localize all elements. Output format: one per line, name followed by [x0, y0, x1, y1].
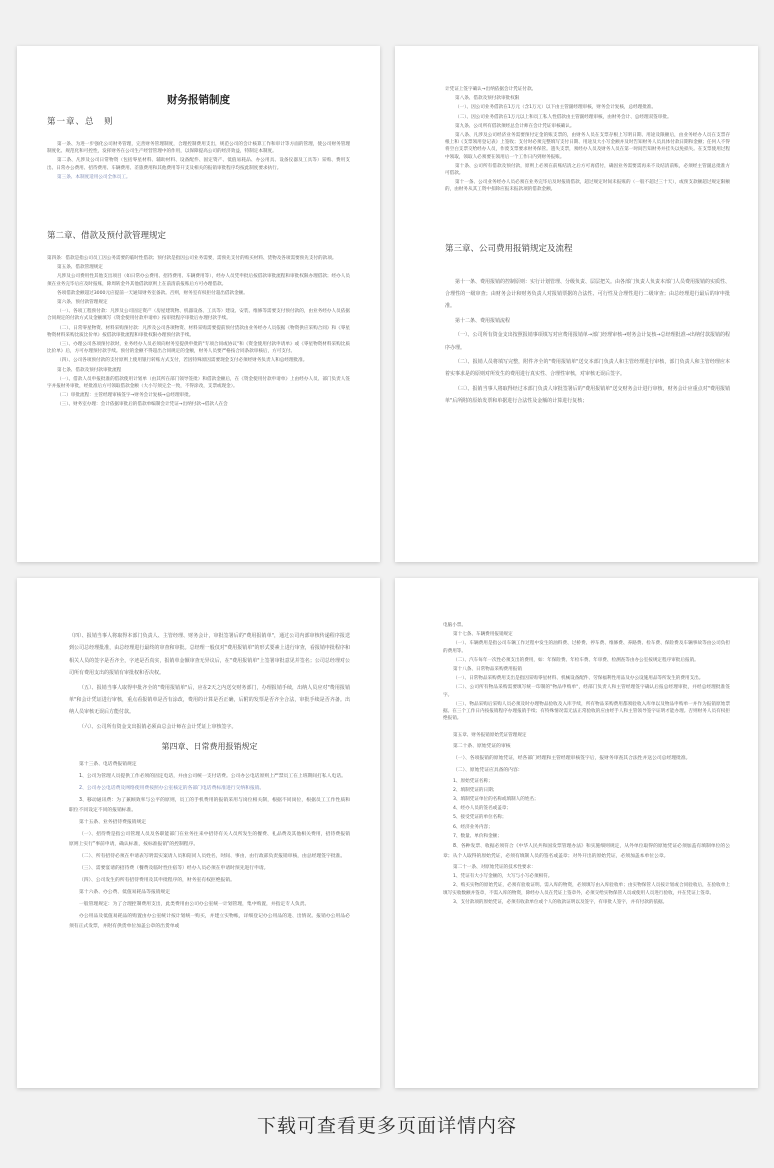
paragraph: （二）审批流程：主管经理审核签字→财务会计复核→总经理审批。 [57, 393, 194, 399]
paragraph: 电脑小票。 [443, 623, 466, 628]
paragraph: 第十一条、费用报销的控制原则：实行计划管理、分级负责、层层把关。由各部门负责人负责本部门人员费用报销的实质性、合理性的一级审查；由财务会计和财务负责人对报销票据的合法性、可行性及合理性进行二级审查；由总经理进行最后的审申批准。 [445, 278, 731, 310]
page-2-top-body [445, 86, 730, 194]
paragraph: （三）、办理公司各项预付款时，业务经办人员必须向财务室提供申批的"专项合同或协议"和《资金使用付款申请单》或《零星物资材料采购比质比价单》后，方可办理预付款手续。预付的金额不得超出合同规定的金额，财务人员要严格按合同条款审核后，方可支付。 [47, 342, 350, 355]
paragraph: （二）、报销人员将填写完整，附件齐全的"费用报销单"送交本部门负责人和主管经理进行审核，部门负责人和主管经理应本着实事求是的原则对所发生的费用进行真实性、合理性审核，对审核无误后签字。 [445, 359, 730, 378]
document-page-1 [17, 46, 380, 562]
paragraph: 第十二条、费用报销流程 [455, 317, 511, 324]
paragraph: 第九条、公司所有借款须经总会计师在会计凭证审核确认。 [455, 123, 575, 129]
paragraph: （三）、物品采购后采购人员必须及时办理物品验收及入库手续，所有物品采购费用都须验收入库单以及物品申购单一并作为报销原始票据。在三个工作日内按报销程序办理报销手续；有特殊情况需无法正常验收的应由经手人和主管领导签字证明才能办理。否则财务人员有权拒绝报销。 [443, 701, 730, 722]
section-heading: 第五章、财务报销原始凭证管理规定 [453, 733, 527, 739]
document-title: 财务报销制度 [167, 94, 230, 106]
chapter-1-heading: 第一章、总 则 [47, 117, 114, 127]
paragraph: 第二条、凡涉及公司日常物资（包括零星材料、辅助材料、设备配件、固定资产、低值易耗品、办公用具、设备仪器及工具等）采购、费用支出、日常办公费用、招待费用、车辆费用、差旅费用和其他费用等开支及相关的报销审批程序均按此制度要求执行。 [47, 158, 350, 171]
paragraph: 第十八条、日常物品采购费用报销 [453, 667, 522, 673]
paragraph: 第八条、借款及预付款审批权限 [455, 96, 520, 102]
paragraph: 1、公司为管理人员提供工作必须的固定电话，并由公司统一支付话费。公司办公电话原则上严禁员工在上班期间打私人电话。 [79, 774, 346, 780]
paragraph: 3、移动通讯费：为了兼顾效率与公平的原则，员工的手机费用的报销采用与岗位相关制，根据不同岗位，根据员工工作性质和职位不同设定不同的报销标准。 [69, 798, 350, 814]
paragraph: 凡涉及公司费用性其他支出项目（如日常办公费用、招待费用、车辆费用等），经办人员凭申批后按借款审批流程和审批权限办理借款；经办人员须在业务完毕后应及时报账，除周转金外其他借款原则上在前清前报账后方可办理借款。 [47, 274, 350, 287]
paragraph: （二）、原始凭证应具备的内容： [453, 767, 523, 773]
chapter-3-heading: 第三章、公司费用报销规定及流程 [445, 243, 573, 254]
chapter-2-heading: 第二章、借款及预付款管理规定 [47, 231, 167, 242]
document-page-4 [395, 578, 758, 1088]
paragraph: （一）、因公司业务借款在1万元（含1万元）以下由主管副经理审核，财务会计复核，总经理批准。 [455, 105, 657, 111]
paragraph: 第八条、凡涉及公司经济业务需要预付定金的账支票的，由财务人员在支票存根上写明日期、用途及限额后，由业务经办人员在支票存根上和《支票领用登记表》上签收；支付时必须完整填写支付日期、用途及大小写金额并及时告知财务人员具体付款日期和金额；任何人不得将空白支票交给经办人员，作废支票要求财务保管。遗失支票，须经办人员及财务人员在第一时间告知财务并挂失以免损失。在支票使用过程中领取，领取人必须要在领用后一个工作日内到财务报账。 [445, 133, 730, 160]
paragraph: （五）、报销当事人取得申批齐全的"费用报销单"后，应在2天之内送交财务部门，办理报销手续，出纳人员应对"费用报销单"和会计凭证进行审核，重点看报销单是否有涂改，费用的计算是否正确，后附的发票是否齐全合法，审批手续是否齐备。出纳人员审核无误后方能付款。 [69, 684, 350, 716]
page-4-top-body [443, 622, 730, 722]
chapter-4-body [69, 760, 350, 932]
paragraph: 第十条、公司所有借款及预付款，原则上必须在前账结清之后方可再借付，确因业务需要需再来不及结清前账，必须经主管副总批准方可借款。 [445, 163, 730, 177]
paragraph: 一般管理规定：为了合理控制费用支出，此类费用由公司办公室统一计划管理，集中购置，并指定专人负责。 [79, 902, 310, 908]
paragraph: （一）、公司所有资金支出按照报销事项填写对应费用报销单→部门经理审核→财务会计复核→总经理批准→出纳付款报销的程序办理。 [445, 332, 730, 351]
paragraph: 第二十一条、对原始凭证的技术性要求： [453, 865, 536, 871]
paragraph: 第六条、预付款管理规定 [57, 300, 108, 306]
page-3-top-body [69, 630, 350, 733]
paragraph: （一）、日常物品采购费用支出是指因采购零星材料、机械设备配件、劳保福利性用品及办公设施用品等所发生的费用支出。 [453, 676, 704, 682]
paragraph: 第十三条、电话费报销规定 [79, 762, 137, 768]
paragraph: 第五条、借款管理规定 [57, 265, 103, 271]
paragraph: 8、各种发票、收据必须符合《中华人民共和国发票管理办法》和实施细则规定，从外单位取得的原始凭证必须加盖有填制单位的公章；从个人取得的原始凭证，必须有填制人员的签名或盖章；对外开出的原始凭证，必须加盖本单位公章。 [443, 844, 730, 860]
chapter-4-heading: 第四章、日常费用报销规定 [161, 742, 258, 752]
download-more-pages-link[interactable]: 下载可查看更多页面详情内容 [256, 1115, 517, 1137]
paragraph: （二）、所有招待必须在申请表写明需实案请人员和陪同人员姓名，时间、事由，由行政部负责报销审核，由总经理签字批准。 [79, 854, 346, 860]
paragraph: （一）、招待费是指公司管理人员及各职能部门在业务往来中招待有关人员所发生的餐费、礼品费及其他相关费用，招待费报销原则上实行"事前申请，确认标准，按标准报销"的控制程序。 [69, 832, 350, 848]
paragraph: （二）、汽车每年一次性必须支出的费用，如：年保险费、年检车费、年审费、检测查等由办公室按规定程序审批后报销。 [453, 657, 699, 663]
paragraph: （二）、日常零星物资、材料采购预付款：凡涉及公司各项物资、材料采购需要提前预付货款由业务经办人员依据《物资供应采购合同》和《零星物资材料采购比质比价单》按借款审批流程和审批权限办理预付款手续。 [47, 325, 350, 338]
paragraph: （三）、财务室办理：会计依据审批后的借款单编制会计凭证→出纳付款→借款人在会 [57, 402, 228, 408]
paragraph: 第二十条、原始凭证的审核 [453, 743, 511, 749]
paragraph: （一）、各项报销的原始凭证，经各部门经理和主管经理审核签字后，报财务审查其合法性并送公司总经理批准。 [453, 755, 691, 761]
paragraph: 1、凭证有大小写金额的，大写与小写必须相符。 [453, 874, 553, 880]
list-item: 2、填制凭证的日期； [453, 787, 498, 793]
document-page-2 [395, 46, 758, 562]
list-item: 1、原始凭证名称； [453, 778, 493, 784]
paragraph: 第十五条、业务招待费报销规定 [79, 820, 147, 826]
list-item: 5、接受凭证的单位名称； [453, 815, 507, 821]
paragraph: 第十七条、车辆费用报销规定 [453, 632, 513, 638]
paragraph: 2、公司办公电话费及网络使用费按照办公室核定的各部门电话费标准进行交纳和报销。 [79, 786, 265, 792]
paragraph: 第七条、借款及预付款审批流程 [57, 367, 122, 373]
paragraph: 计凭证上签字确认→出纳依据会计凭证付款。 [445, 87, 537, 92]
chapter-1-body [47, 141, 350, 181]
list-item: 6、经济业务内容； [453, 824, 493, 830]
paragraph: （六）、公司所有资金支出报销必须由总会计师在会计凭证上审核签字。 [79, 723, 237, 730]
paragraph: （三）、报销当事人将取得经过本部门负责人审批签署后的"费用报销单"送交财务会计进行审核，财务会计应重点对"费用报销单"后所附的原始发票和单据进行合法性及金额的计算进行复核； [445, 385, 730, 405]
paragraph: （一）、各项工程预付款：凡涉及公司固定资产（房屋建筑物、机器设备、工具等）建设、安装、维修等需要支付预付款的，由业务经办人员依据合同规定的付款方式及金额填写《资金使用付款申请单》按审批程序审批后办理付款手续。 [47, 309, 350, 322]
paragraph: （二）、公司所有物品采购需要填写统一印制的"物品申购单"，经部门负责人和主管经理签字确认后报总经理审批，并经总经理批准签字。 [443, 685, 730, 698]
paragraph: （四）、报销当事人将取得本部门负责人、主管经理、财务会计，审批签署后的"费用报销单"，通过公司内部审核传递程序报送到公司总经理批准，由总经理进行最终的审查和审批。总经理一般仅对"费用报销单"的形式要素上进行审查，看报销申批程序和相关人员的签字是否齐全，字迹是否真实，报销单金额审查无异议后，在"费用报销单"上签署审批意见并签名；公司总经理对公司所有费用支出的报销有审批权和否决权。 [69, 633, 350, 677]
document-page-3 [17, 578, 380, 1088]
paragraph: （一）、车辆费用是指公司车辆工作过程中发生的油料费、过桥费、停车费、维修费、养路费、检车费、保险费及车辆事故等由公司负担的费用等。 [443, 641, 730, 654]
chapter-5-body [443, 742, 730, 906]
paragraph: 办公用品及低值易耗品的购置由办公室统计按计划统一购买，并建立实物帐，详细登记办公用品的进、出情况。报销办公用品必须有正式发票，并附有供货单位加盖公章的出货单或 [69, 914, 350, 930]
list-item: 4、经办人员的签名或盖章； [453, 806, 512, 812]
paragraph: 3、支付款项的原始凭证，必须有收款单位或个人的收款证明以及签字，有审批人签字，并有付款的依据。 [453, 899, 668, 905]
paragraph: （三）、需要宴请的招待费（餐费及临时性住宿等）经办人员必须在申请时预先进行申请。 [79, 866, 269, 872]
paragraph: （四）、公司发生的所有招待费用及其申批程序的，财务室有权拒绝报销。 [79, 878, 235, 884]
list-item: 3、填制凭证单位的名称或填制人的姓名； [453, 797, 539, 803]
paragraph: （二）、因公司业务借款在1万元以上和员工私人性借款由主管副经理审核，由财务会计、总经理双签审批。 [455, 114, 672, 120]
paragraph: 第十六条、办公费、低值易耗品等报销规定 [79, 890, 171, 896]
chapter-2-body [47, 255, 350, 409]
paragraph: 第三条、本制度适用公司全体员工。 [57, 174, 131, 180]
chapter-3-body [445, 276, 730, 408]
paragraph: 2、购买实物的原始凭证，必须有验收证明。需入库的物资，必须填写由入库验收单；由实物保管人员按计划或合同验收后，在验收单上填写实收数额并签章，不需入库的物资，除经办人员在凭证上签章外，必须交给实物保管人员或使用人员进行验收，并在凭证上签章。 [443, 883, 730, 896]
list-item: 7、数量、单价和金额； [453, 833, 502, 839]
paragraph: （一）、借款人员申报批准的借款使用计划单（由其所在部门领导签批）和借款金额后，在《资金使用付款申请单》上由经办人员、部门负责人签字并报财务审批，经批准后方可领取借款金额（大小写须完全一致，不得涂改，支票或现金）。 [47, 376, 350, 390]
paragraph: 第四条：借款是指公司员工因公务需要的临时性借款；预付款是指因公司业务需要，需预先支付的购买材料、货物及各项需要预先支付的款项。 [47, 256, 337, 262]
paragraph: 各项借款金额超过3000元应提前一天通知财务室备款。否则，财务室有权拒付超出借款金额。 [57, 290, 248, 296]
paragraph: 第一条、为进一步强化公司财务管理，完善财务管理制度，合理控制费用支出，规范公司的会计核算工作和审计等方面的管理，使公司财务管理制度化、规范化和可控性，发挥财务在公司生产经营管理中的作用，以保障提高公司的经济效益，特制定本制度。 [47, 142, 350, 155]
paragraph: 第十一条、公司业务经办人员必须在业务完毕后及时报销借款，超过规定时间未报账的（一般不超过三十天），或预支款额超过规定限额的，由财务从其工资中扣除应报未报款项的借款金额。 [445, 180, 730, 193]
paragraph: （四）、公司各项预付款的支付原则上使用银行转账方式支付，若因特殊原因需要现金支付必须经财务负责人和总经理批准。 [57, 358, 308, 364]
